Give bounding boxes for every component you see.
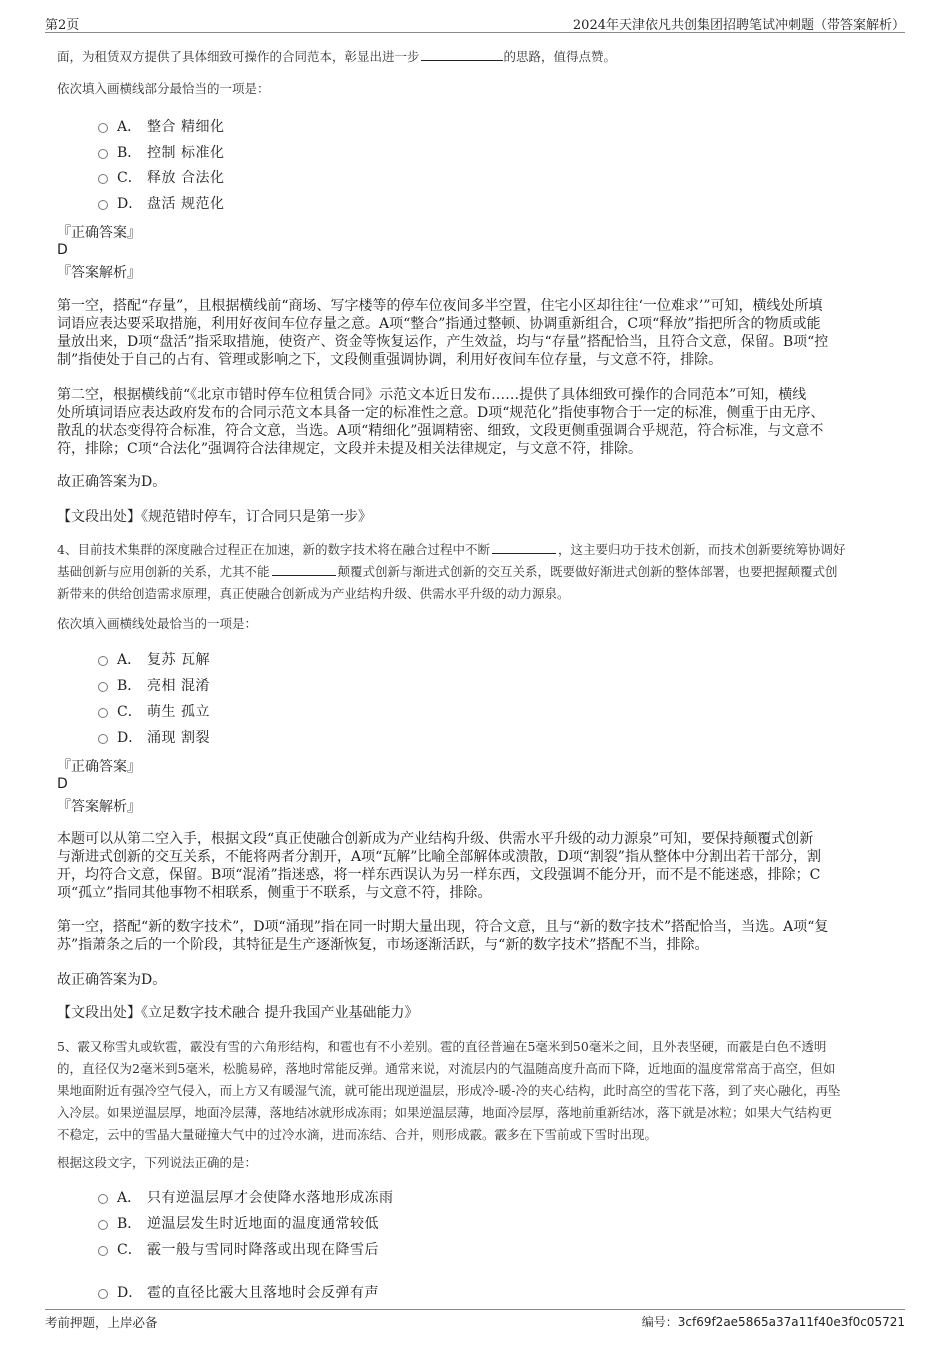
radio-icon[interactable]: [98, 123, 108, 133]
document-title: 2024年天津依凡共创集团招聘笔试冲刺题（带答案解析）: [572, 18, 905, 33]
q4-option-d[interactable]: D． 涌现 割裂: [98, 728, 210, 748]
radio-icon[interactable]: [98, 708, 108, 718]
q4-source: [57, 1004, 418, 1022]
page-number: 第2页: [45, 18, 80, 33]
q3-stem-part2: 的思路，值得点赞。: [503, 49, 617, 64]
radio-icon[interactable]: [98, 734, 108, 744]
q4-blank-1: [492, 542, 556, 554]
q3-conclusion: 故正确答案为D。: [57, 474, 167, 490]
q4-analysis-para1: 本题可以从第二空入手，根据文段“真正使融合创新成为产业结构升级、供需水平升级的动力源泉”可知，要保持颠覆式创新 与渐进式创新的交互关系，不能将两者分割开，A项“瓦解”比喻全部解体或溃散，D项“割裂”指从整体中分割出若干部分，割 开，均符合文意，保留。B项“混淆”指迷惑，将一样东西误认为另一样东西，文段强调不能分开，而不是不能迷惑，排除；C 项“孤立”指同其他事物不相联系，侧重于不联系，与文意不符，排除。: [57, 831, 821, 901]
q4-prompt: 依次填入画横线处最恰当的一项是：: [57, 616, 258, 631]
q3-answer: D: [57, 242, 68, 258]
footer-slogan: 考前押题，上岸必备: [45, 1315, 158, 1330]
q3-stem-end: [57, 46, 616, 68]
q4-analysis-para2: 第一空，搭配“新的数字技术”，D项“涌现”指在同一时期大量出现，符合文意，且与“新的数字技术”搭配恰当，当选。A项“复 苏”指萧条之后的一个阶段，其特征是生产逐渐恢复，市场逐渐活跃，与“新的数字技术”搭配不当，排除。: [57, 919, 829, 953]
q5-prompt: 根据这段文字，下列说法正确的是：: [57, 1155, 258, 1170]
q4-conclusion: 故正确答案为D。: [57, 972, 167, 988]
q4-option-c[interactable]: C． 萌生 孤立: [98, 702, 210, 722]
radio-icon[interactable]: [98, 174, 108, 184]
q4-answer-label: 『正确答案』: [57, 759, 141, 775]
q5-option-a[interactable]: A． 只有逆温层厚才会使降水落地形成冻雨: [98, 1188, 394, 1208]
q4-source-label: 【文段出处】: [57, 1005, 141, 1021]
radio-icon[interactable]: [98, 1220, 108, 1230]
q4-option-a[interactable]: A． 复苏 瓦解: [98, 650, 210, 670]
q4-analysis-label: 『答案解析』: [57, 799, 141, 815]
q5-option-d[interactable]: D． 雹的直径比霰大且落地时会反弹有声: [98, 1283, 379, 1303]
radio-icon[interactable]: [98, 149, 108, 159]
radio-icon[interactable]: [98, 1194, 108, 1204]
radio-icon[interactable]: [98, 200, 108, 210]
radio-icon[interactable]: [98, 682, 108, 692]
q3-option-c[interactable]: C． 释放 合法化: [98, 168, 224, 188]
radio-icon[interactable]: [98, 656, 108, 666]
q5-stem: 5、霰又称雪丸或软雹，霰没有雪的六角形结构，和雹也有不小差别。雹的直径普遍在5毫米到50毫米之间，且外表坚硬，而霰是白色不透明 的，直径仅为2毫米到5毫米，松脆易碎，落地时常能反弹。通常来说，对流层内的气温随高度升高而下降，近地面的温度常常高于高空，但如 果地面附近有强冷空气侵入，而上方又有暖湿气流，就可能出现逆温层，形成冷-暖-冷的夹心结构，此时高空的雪花下落，到了夹心融化，再坠 入冷层。如果逆温层厚，地面冷层薄，落地结冰就形成冻雨；如果逆温层薄，地面冷层厚，落地前重新结冰，落下就是冰粒；如果大气结构更 不稳定，云中的雪晶大量碰撞大气中的过冷水滴，进而冻结、合并，则形成霰。霰多在下雪前或下雪时出现。: [57, 1039, 841, 1142]
radio-icon[interactable]: [98, 1289, 108, 1299]
q4-answer: D: [57, 776, 68, 792]
q3-analysis-para1: 第一空，搭配“存量”，且根据横线前“商场、写字楼等的停车位夜间多半空置，住宅小区却往往‘一位难求’”可知，横线处所填 词语应表达要采取措施，利用好夜间车位存量之意。A项“整合”指通过整顿、协调重新组合，C项“释放”指把所含的物质或能 量放出来，D项“盘活”指采取措施，使资产、资金等恢复运作，产生效益，均与“存量”搭配恰当，且符合文意，保留。B项“控 制”指使处于自己的占有、管理或影响之下，文段侧重强调协调，利用好夜间车位存量，与文意不符，排除。: [57, 298, 829, 368]
q3-answer-label: 『正确答案』: [57, 225, 141, 241]
q3-option-b[interactable]: B． 控制 标准化: [98, 143, 224, 163]
q4-option-b[interactable]: B． 亮相 混淆: [98, 676, 210, 696]
q5-option-b[interactable]: B． 逆温层发生时近地面的温度通常较低: [98, 1214, 379, 1234]
q3-blank: [421, 49, 503, 61]
footer-divider: [45, 1309, 905, 1310]
q3-stem-part1: 面，为租赁双方提供了具体细致可操作的合同范本，彰显出进一步: [57, 49, 420, 64]
q3-option-d[interactable]: D． 盘活 规范化: [98, 194, 224, 214]
q3-analysis-para2: 第二空，根据横线前“《北京市错时停车位租赁合同》示范文本近日发布……提供了具体细致可操作的合同范本”可知，横线 处所填词语应表达政府发布的合同示范文本具备一定的标准性之意。D项“规范化”指使事物合于一定的标准，侧重于由无序、 散乱的状态变得符合标准，符合文意，当选。A项“精细化”强调精密、细致，文段更侧重强调合乎规范，符合标准，与文意不 符，排除；C项“合法化”强调符合法律规定，文段并未提及相关法律规定，与文意不符，排除。: [57, 387, 825, 457]
header-divider: [45, 32, 905, 33]
q3-source-title: 《规范错时停车，订合同只是第一步》: [141, 509, 372, 525]
q3-source: [57, 508, 372, 526]
q3-source-label: 【文段出处】: [57, 509, 141, 525]
q4-source-title: 《立足数字技术融合 提升我国产业基础能力》: [141, 1005, 419, 1021]
document-id: 编号：3cf69f2ae5865a37a11f40e3f0c05721: [641, 1315, 905, 1329]
q5-option-c[interactable]: C． 霰一般与雪同时降落或出现在降雪后: [98, 1240, 379, 1260]
q3-analysis-label: 『答案解析』: [57, 265, 141, 281]
q4-blank-2: [272, 564, 336, 576]
radio-icon[interactable]: [98, 1246, 108, 1256]
q3-prompt: 依次填入画横线部分最恰当的一项是：: [57, 81, 270, 96]
q4-stem: 4、目前技术集群的深度融合过程正在加速，新的数字技术将在融合过程中不断 ，这主要归功于技术创新，而技术创新要统筹协调好 基础创新与应用创新的关系，尤其不能 颠覆式创新与渐进式创新的交互关系，既要做好渐进式创新的整体部署，也要把握颠覆式创 新带来的供给创造需求原理，真正使融合创新成为产业结构升级、供需水平升级的动力源泉。: [57, 542, 846, 601]
q3-option-a[interactable]: A． 整合 精细化: [98, 117, 224, 137]
